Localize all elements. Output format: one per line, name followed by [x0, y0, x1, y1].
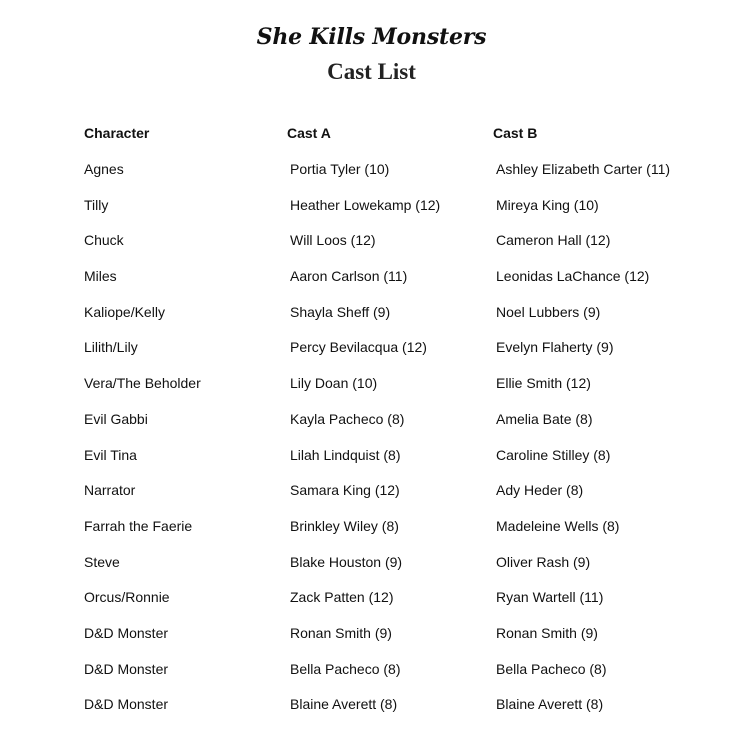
character-cell: Farrah the Faerie: [84, 517, 193, 534]
cast-a-cell: Percy Bevilacqua (12): [290, 339, 427, 356]
character-cell: Steve: [84, 553, 120, 570]
cast-b-cell: Noel Lubbers (9): [496, 303, 601, 320]
cast-a-cell: Samara King (12): [290, 482, 400, 499]
character-cell: Narrator: [84, 482, 136, 499]
cast-b-cell: Madeleine Wells (8): [496, 517, 620, 534]
cast-b-cell: Bella Pacheco (8): [496, 660, 607, 677]
page-title: She Kills Monsters: [256, 24, 487, 50]
cast-b-list: [493, 160, 733, 731]
cast-a-cell: Will Loos (12): [290, 232, 376, 249]
cast-b-cell: Evelyn Flaherty (9): [496, 339, 614, 356]
cast-b-cell: Cameron Hall (12): [496, 232, 611, 249]
cast-a-cell: Zack Patten (12): [290, 589, 394, 606]
cast-a-column: [287, 124, 487, 731]
cast-a-cell: Heather Lowekamp (12): [290, 196, 441, 213]
cast-a-cell: Lilah Lindquist (8): [290, 446, 401, 463]
character-cell: Lilith/Lily: [84, 339, 138, 356]
character-cell: Orcus/Ronnie: [84, 589, 170, 606]
cast-b-cell: Blaine Averett (8): [496, 696, 604, 713]
cast-a-cell: Kayla Pacheco (8): [290, 410, 405, 427]
character-column: [84, 124, 274, 731]
cast-a-cell: Lily Doan (10): [290, 375, 378, 392]
page-subtitle: Cast List: [327, 59, 416, 84]
character-cell: Kaliope/Kelly: [84, 303, 165, 320]
character-cell: Evil Gabbi: [84, 410, 148, 427]
cast-a-cell: Portia Tyler (10): [290, 161, 390, 177]
cast-a-cell: Blaine Averett (8): [290, 696, 398, 713]
character-cell: Tilly: [84, 196, 109, 213]
cast-a-list: [287, 160, 487, 731]
cast-b-cell: Leonidas LaChance (12): [496, 268, 650, 285]
cast-a-cell: Ronan Smith (9): [290, 624, 392, 641]
character-cell: Agnes: [84, 161, 124, 177]
cast-b-cell: Ellie Smith (12): [496, 375, 591, 392]
character-list: [84, 160, 274, 731]
character-cell: Miles: [84, 268, 117, 285]
cast-b-cell: Caroline Stilley (8): [496, 446, 611, 463]
cast-b-column: [493, 124, 733, 731]
cast-b-cell: Mireya King (10): [496, 196, 599, 213]
column-header-cast-a: Cast A: [287, 125, 331, 141]
character-cell: Chuck: [84, 232, 124, 249]
cast-b-cell: Amelia Bate (8): [496, 410, 593, 427]
character-cell: D&D Monster: [84, 696, 169, 713]
character-cell: D&D Monster: [84, 660, 169, 677]
character-cell: Vera/The Beholder: [84, 375, 201, 392]
cast-a-cell: Blake Houston (9): [290, 553, 403, 570]
cast-b-cell: Ronan Smith (9): [496, 624, 598, 641]
cast-b-cell: Oliver Rash (9): [496, 553, 591, 570]
cast-a-cell: Brinkley Wiley (8): [290, 517, 399, 534]
character-cell: D&D Monster: [84, 624, 169, 641]
character-cell: Evil Tina: [84, 446, 137, 463]
column-header-cast-b: Cast B: [493, 125, 538, 141]
cast-a-cell: Aaron Carlson (11): [290, 268, 408, 285]
cast-a-cell: Bella Pacheco (8): [290, 660, 401, 677]
cast-a-cell: Shayla Sheff (9): [290, 303, 391, 320]
column-header-character: Character: [84, 125, 150, 141]
cast-b-cell: Ady Heder (8): [496, 482, 584, 499]
cast-b-cell: Ashley Elizabeth Carter (11): [496, 161, 671, 177]
cast-b-cell: Ryan Wartell (11): [496, 589, 604, 606]
